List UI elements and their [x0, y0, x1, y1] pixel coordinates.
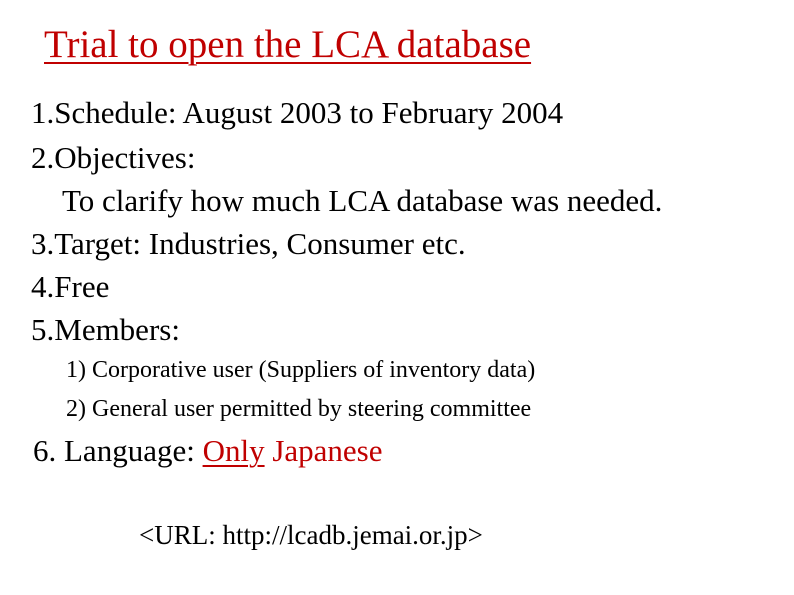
url-link[interactable]: <URL: http://lcadb.jemai.or.jp> [139, 520, 483, 550]
objectives-heading: 2.Objectives: [31, 140, 196, 175]
schedule-item: 1.Schedule: August 2003 to February 2004 [31, 95, 564, 130]
members-heading: 5.Members: [31, 312, 180, 347]
language-item [33, 433, 383, 469]
language-prefix: 6. Language: [33, 433, 195, 468]
objectives-detail: To clarify how much LCA database was needed. [62, 183, 663, 218]
members-item-corporative: 1) Corporative user (Suppliers of inventory data) [66, 357, 536, 383]
language-value: Japanese [272, 433, 383, 468]
language-only-emphasis: Only [202, 433, 265, 468]
members-item-general: 2) General user permitted by steering committee [66, 396, 532, 422]
free-item: 4.Free [31, 269, 110, 304]
target-item: 3.Target: Industries, Consumer etc. [31, 226, 466, 261]
slide-title: Trial to open the LCA database [44, 23, 532, 66]
